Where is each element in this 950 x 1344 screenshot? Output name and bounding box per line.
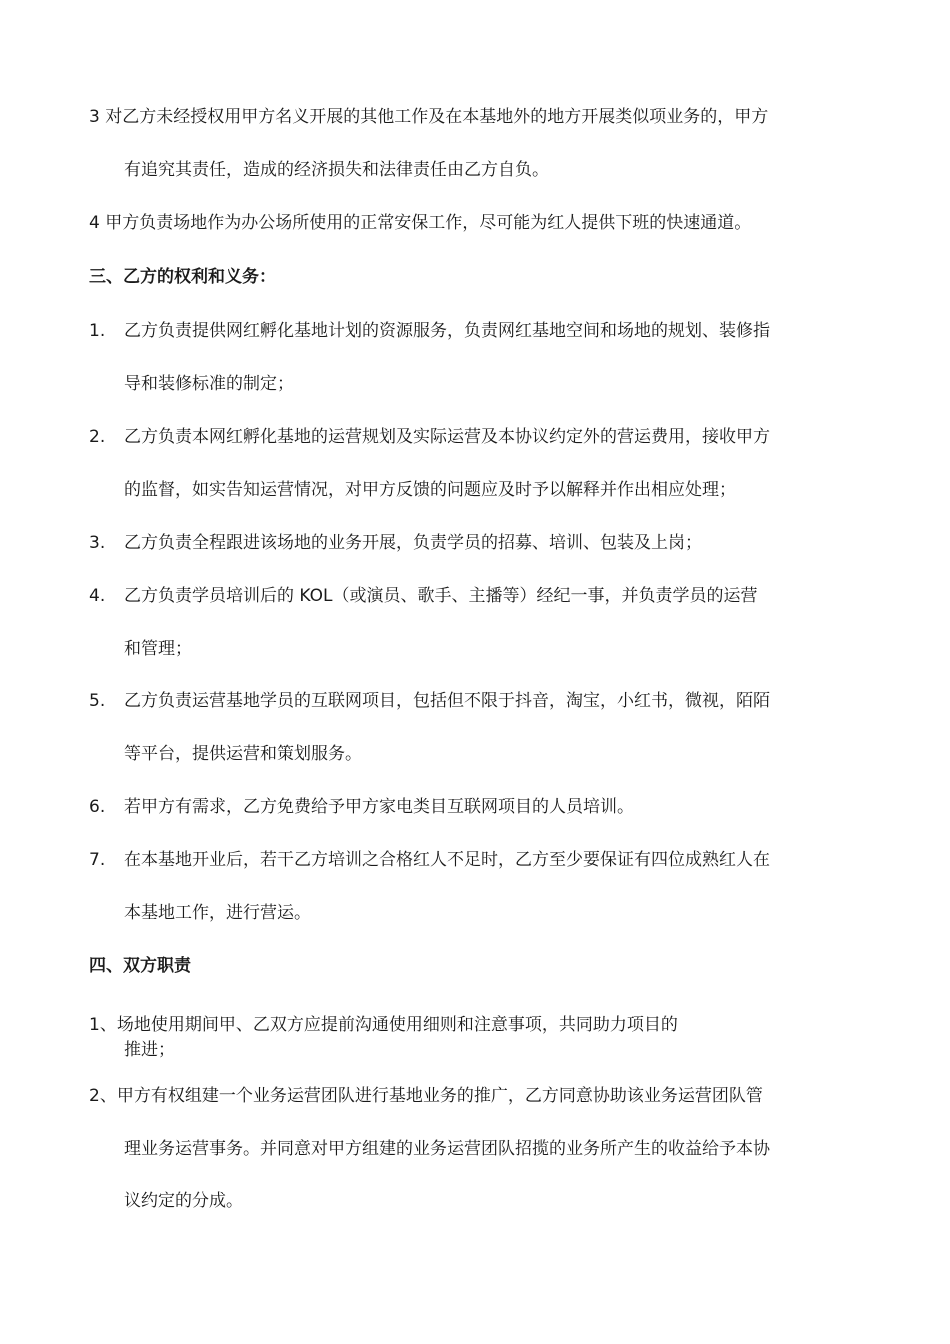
item-6-line-1: 若甲方有需求，乙方免费给予甲方家电类目互联网项目的人员培训。 xyxy=(124,797,634,817)
item-1-line-1: 乙方负责提供网红孵化基地计划的资源服务，负责网红基地空间和场地的规划、装修指 xyxy=(124,321,770,341)
item-2-number: 2. xyxy=(89,427,106,447)
item-6-number: 6. xyxy=(89,797,106,817)
item-3-number: 3. xyxy=(89,533,106,553)
section-4-heading: 四、双方职责 xyxy=(89,956,191,976)
item-1-line-2: 导和装修标准的制定； xyxy=(124,374,294,394)
item-5-line-2: 等平台，提供运营和策划服务。 xyxy=(124,744,362,764)
clause-3-line-2: 有追究其责任，造成的经济损失和法律责任由乙方自负。 xyxy=(124,160,549,180)
item-4-line-1: 乙方负责学员培训后的 KOL（或演员、歌手、主播等）经纪一事，并负责学员的运营 xyxy=(124,586,758,606)
item-2-line-1: 乙方负责本网红孵化基地的运营规划及实际运营及本协议约定外的营运费用，接收甲方 xyxy=(124,427,770,447)
item-2-line-2: 的监督，如实告知运营情况，对甲方反馈的问题应及时予以解释并作出相应处理； xyxy=(124,480,736,500)
duty-2-line-1: 2、甲方有权组建一个业务运营团队进行基地业务的推广，乙方同意协助该业务运营团队管 xyxy=(89,1086,763,1106)
duty-1-line-2: 推进； xyxy=(124,1040,175,1060)
duty-2-line-2: 理业务运营事务。并同意对甲方组建的业务运营团队招揽的业务所产生的收益给予本协 xyxy=(124,1139,770,1159)
item-5-number: 5. xyxy=(89,691,106,711)
item-3-line-1: 乙方负责全程跟进该场地的业务开展，负责学员的招募、培训、包装及上岗； xyxy=(124,533,702,553)
item-7-line-2: 本基地工作，进行营运。 xyxy=(124,903,311,923)
section-3-heading: 三、乙方的权利和义务： xyxy=(89,267,276,287)
item-1-number: 1. xyxy=(89,321,106,341)
item-4-number: 4. xyxy=(89,586,106,606)
item-5-line-1: 乙方负责运营基地学员的互联网项目，包括但不限于抖音，淘宝，小红书，微视，陌陌 xyxy=(124,691,770,711)
item-4-line-2: 和管理； xyxy=(124,639,192,659)
clause-4-line-1: 4 甲方负责场地作为办公场所使用的正常安保工作，尽可能为红人提供下班的快速通道。 xyxy=(89,213,752,233)
duty-1-line-1: 1、场地使用期间甲、乙双方应提前沟通使用细则和注意事项，共同助力项目的 xyxy=(89,1015,678,1035)
duty-2-line-3: 议约定的分成。 xyxy=(124,1191,243,1211)
item-7-number: 7. xyxy=(89,850,106,870)
item-7-line-1: 在本基地开业后，若干乙方培训之合格红人不足时，乙方至少要保证有四位成熟红人在 xyxy=(124,850,770,870)
clause-3-line-1: 3 对乙方未经授权用甲方名义开展的其他工作及在本基地外的地方开展类似项业务的，甲方 xyxy=(89,107,769,127)
